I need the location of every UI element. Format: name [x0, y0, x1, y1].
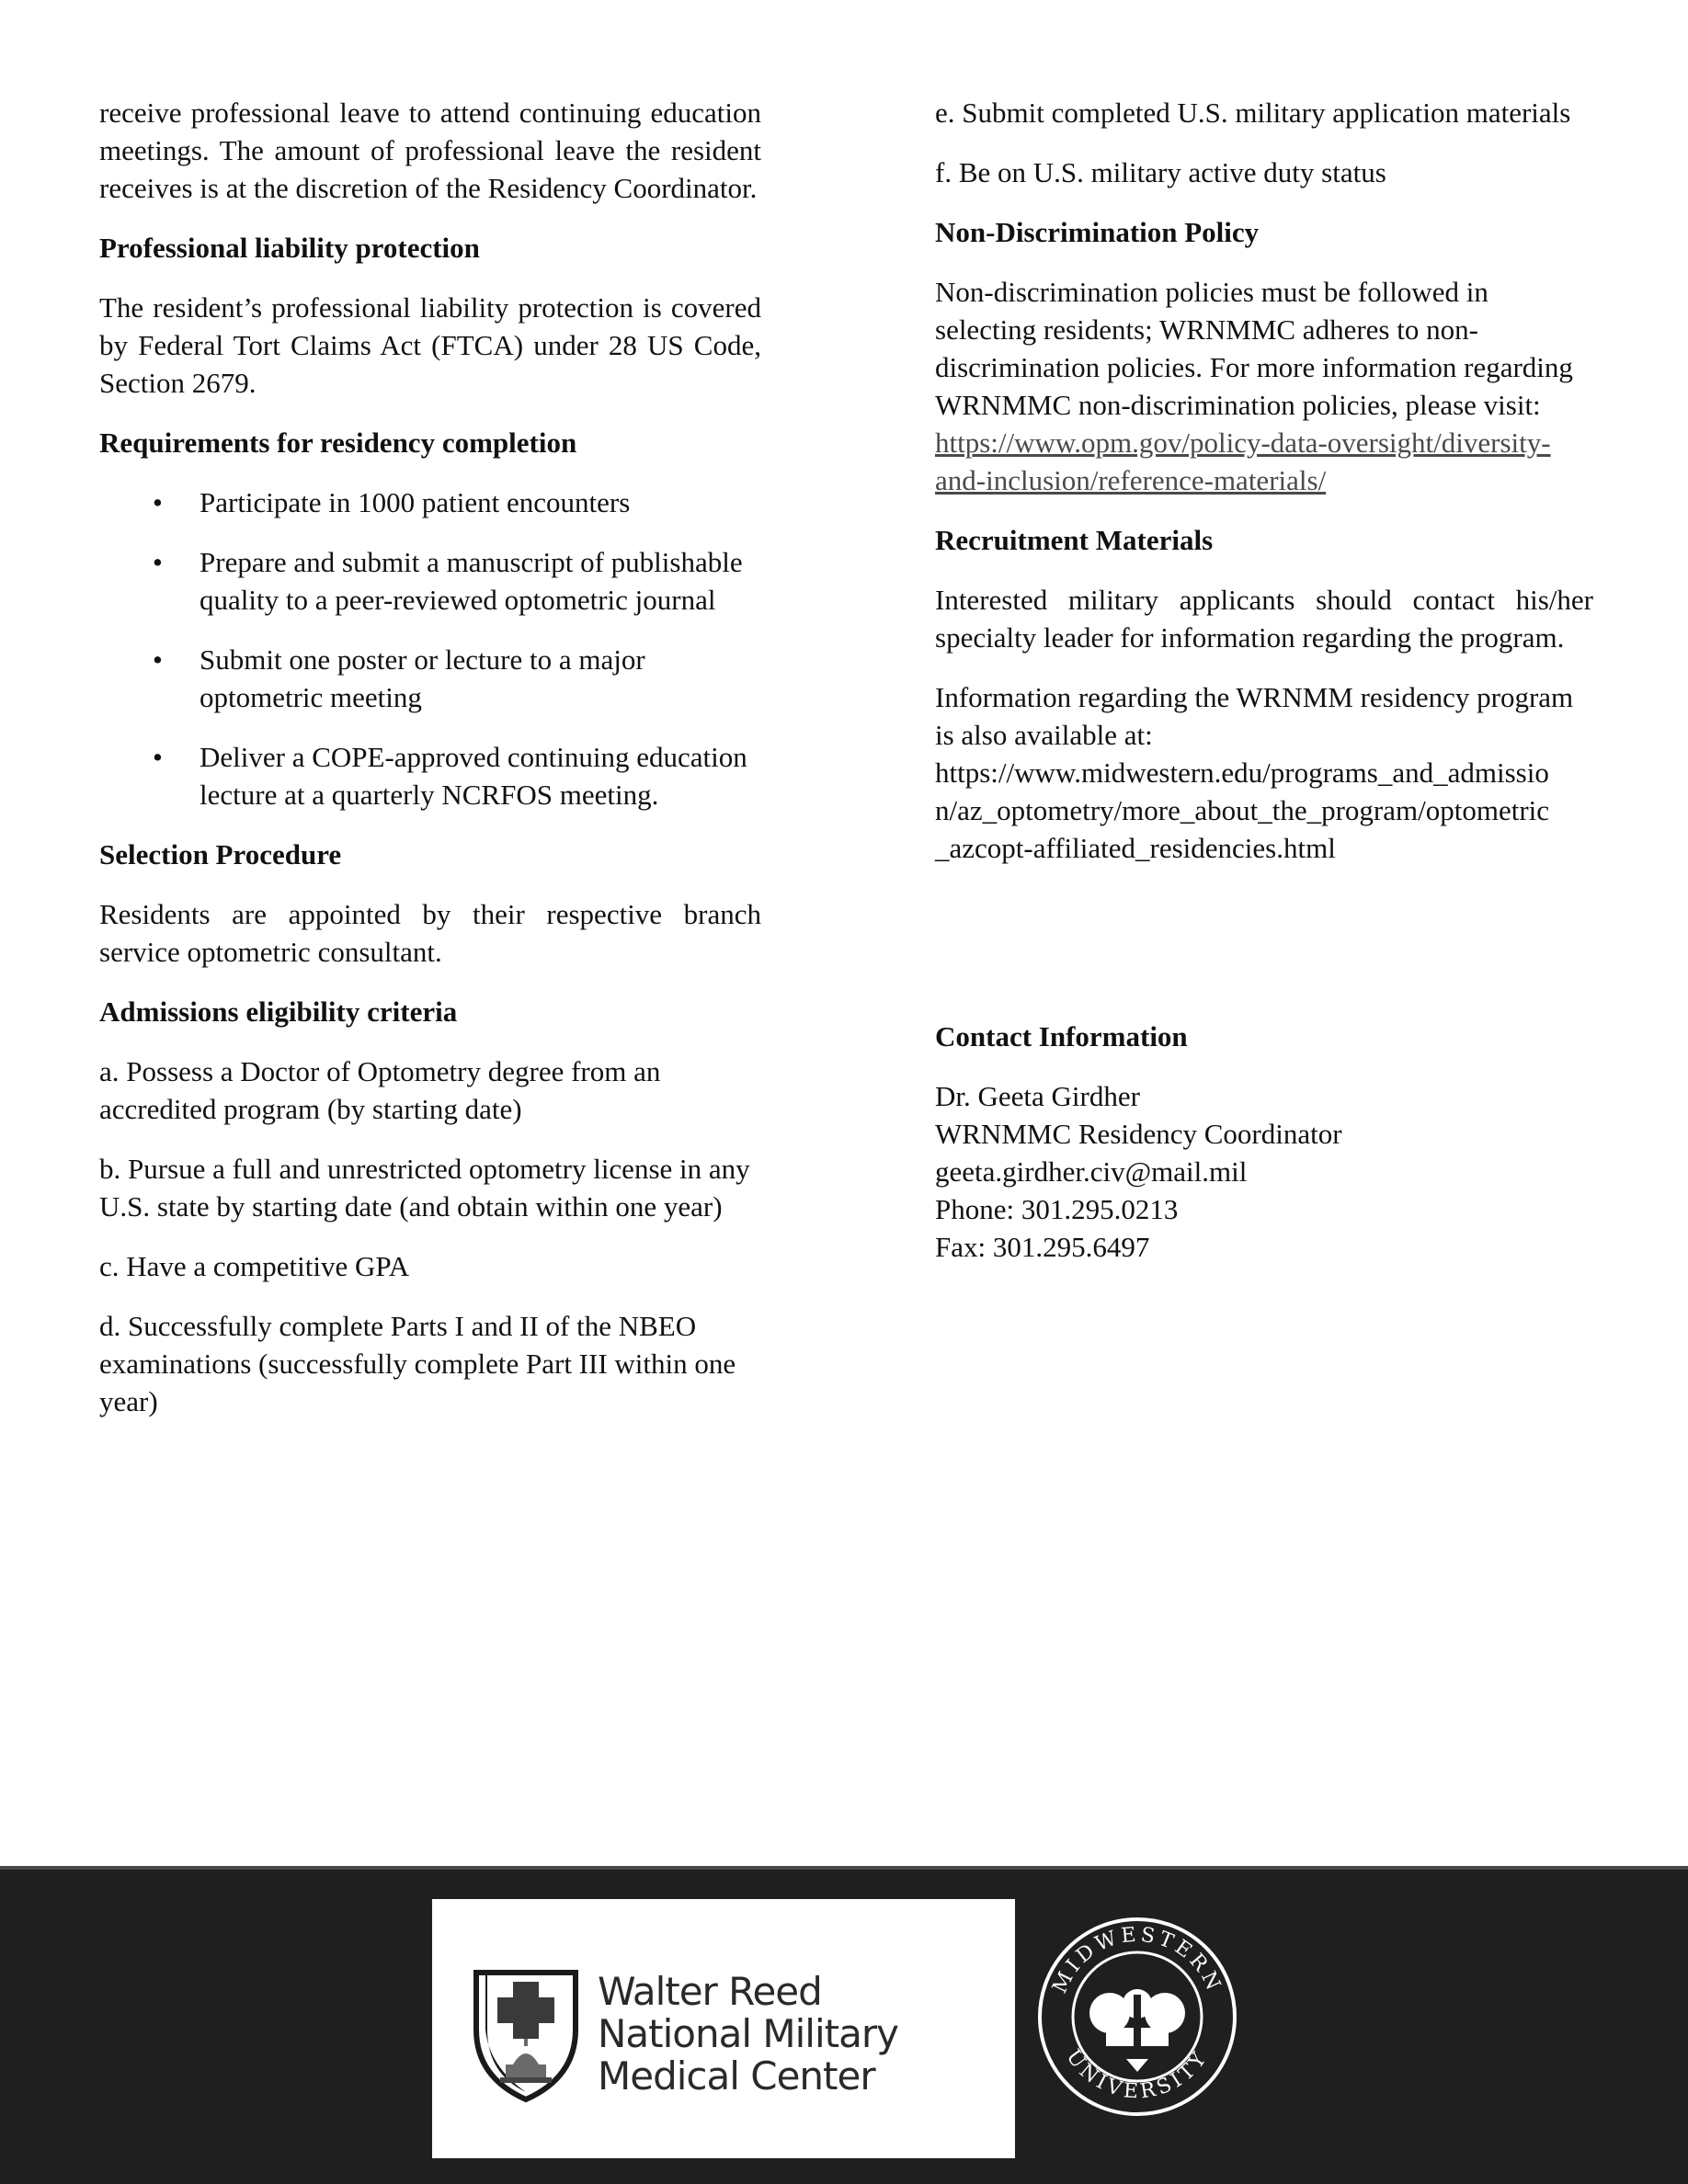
criteria-f: f. Be on U.S. military active duty status — [935, 156, 1386, 188]
nondiscrimination-heading: Non-Discrimination Policy — [935, 216, 1260, 248]
info-paragraph — [935, 678, 1593, 867]
contact-email[interactable]: geeta.girdher.civ@mail.mil — [935, 1155, 1248, 1188]
nondiscrimination-text — [935, 273, 1593, 499]
recruitment-text: Interested military applicants should contact his/her specialty leader for information regarding the program. — [935, 584, 1593, 654]
list-item — [99, 641, 761, 716]
wordmark-line: Medical Center — [598, 2053, 875, 2099]
contact-name: Dr. Geeta Girdher — [935, 1080, 1140, 1112]
wordmark-line: National Military — [598, 2011, 898, 2056]
wordmark-line: Walter Reed — [598, 1969, 822, 2014]
info-url-line: _azcopt-affiliated_residencies.html — [935, 832, 1336, 864]
list-item — [99, 543, 761, 619]
bullet-icon: • — [153, 643, 163, 676]
criteria-c: c. Have a competitive GPA — [99, 1250, 410, 1282]
info-url-line: n/az_optometry/more_about_the_program/optometric — [935, 794, 1550, 826]
opm-policy-link[interactable]: https://www.opm.gov/policy-data-oversight/diversity-and-inclusion/reference-materials/ — [935, 427, 1551, 496]
liability-heading: Professional liability protection — [99, 232, 480, 264]
list-item-text: Participate in 1000 patient encounters — [200, 486, 631, 518]
bullet-icon: • — [153, 546, 163, 578]
contact-title: WRNMMC Residency Coordinator — [935, 1118, 1342, 1150]
list-item-text: Prepare and submit a manuscript of publishable quality to a peer-reviewed optometric journal — [200, 546, 743, 616]
info-text: Information regarding the WRNMM residency program is also available at: — [935, 681, 1574, 751]
liability-text: The resident’s professional liability protection is covered by Federal Tort Claims Act (FTCA) under 28 US Code, Section 2679. — [99, 291, 761, 399]
selection-text: Residents are appointed by their respective branch service optometric consultant. — [99, 898, 761, 968]
svg-text:MIDWESTERN: MIDWESTERN — [1048, 1923, 1226, 1997]
bullet-icon: • — [153, 741, 163, 773]
midwestern-university-seal-icon — [1034, 1914, 1240, 2120]
eligibility-heading: Admissions eligibility criteria — [99, 995, 458, 1028]
criteria-a: a. Possess a Doctor of Optometry degree from an accredited program (by starting date) — [99, 1055, 661, 1125]
footer-banner — [0, 1866, 1688, 2184]
contact-fax: Fax: 301.295.6497 — [935, 1231, 1150, 1263]
list-item — [99, 738, 761, 813]
criteria-d: d. Successfully complete Parts I and II of the NBEO examinations (successfully complete Part III within one year) — [99, 1310, 736, 1417]
bullet-icon: • — [153, 486, 163, 518]
left-column — [99, 94, 761, 1442]
right-column — [935, 94, 1593, 1266]
list-item-text: Deliver a COPE-approved continuing education lecture at a quarterly NCRFOS meeting. — [200, 741, 747, 811]
recruitment-heading: Recruitment Materials — [935, 524, 1214, 556]
list-item-text: Submit one poster or lecture to a major optometric meeting — [200, 643, 645, 713]
list-item — [99, 483, 761, 521]
walter-reed-logo — [432, 1899, 1015, 2158]
criteria-e: e. Submit completed U.S. military application materials — [935, 97, 1571, 129]
walter-reed-wordmark — [598, 1971, 898, 2098]
contact-block — [935, 1077, 1593, 1266]
requirements-heading: Requirements for residency completion — [99, 427, 577, 459]
info-url-line: https://www.midwestern.edu/programs_and_admissio — [935, 756, 1549, 789]
contact-heading: Contact Information — [935, 1020, 1188, 1052]
contact-phone: Phone: 301.295.0213 — [935, 1193, 1179, 1225]
requirements-list — [99, 483, 761, 813]
intro-paragraph: receive professional leave to attend continuing education meetings. The amount of professional leave the resident receives is at the discretion of the Residency Coordinator. — [99, 97, 761, 204]
nondiscrimination-body: Non-discrimination policies must be followed in selecting residents; WRNMMC adheres to non-discrimination policies. For more information regarding WRNMMC non-discrimination policies, please visit: — [935, 276, 1573, 421]
selection-heading: Selection Procedure — [99, 838, 342, 870]
criteria-b: b. Pursue a full and unrestricted optometry license in any U.S. state by starting date (and obtain within one year) — [99, 1153, 750, 1223]
svg-text:UNIVERSITY: UNIVERSITY — [1061, 2045, 1214, 2104]
shield-cross-icon — [471, 1965, 581, 2103]
